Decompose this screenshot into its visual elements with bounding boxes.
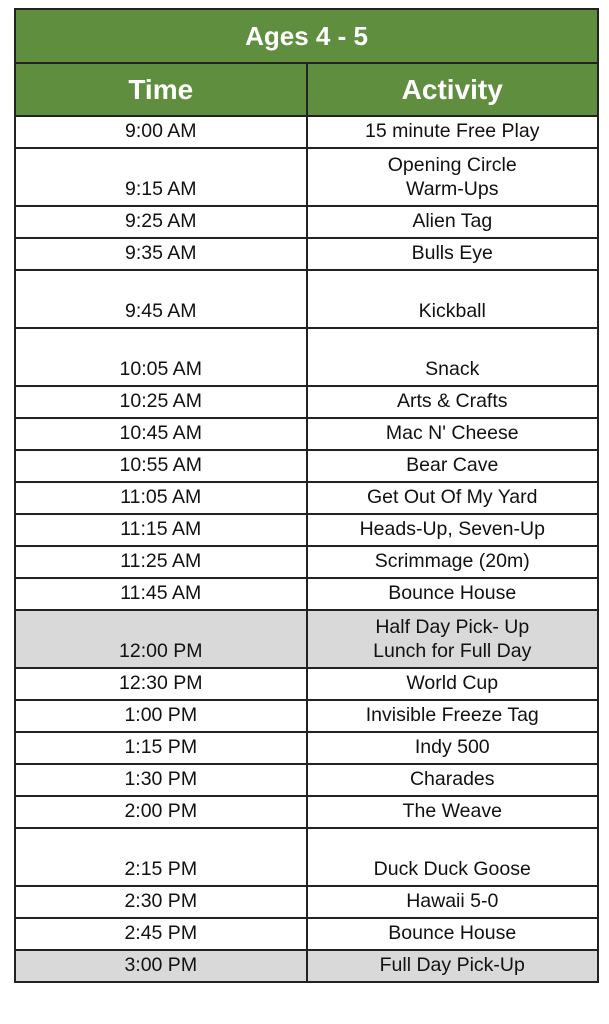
schedule-row bbox=[15, 918, 598, 950]
activity-cell bbox=[307, 732, 599, 764]
activity-cell bbox=[307, 578, 599, 610]
activity-text: Hawaii 5-0 bbox=[406, 890, 499, 912]
activity-cell bbox=[307, 386, 599, 418]
schedule-row bbox=[15, 238, 598, 270]
schedule-container bbox=[14, 8, 599, 983]
schedule-row bbox=[15, 148, 598, 206]
schedule-row bbox=[15, 668, 598, 700]
schedule-row bbox=[15, 796, 598, 828]
schedule-body bbox=[15, 116, 598, 982]
activity-text: Bounce House bbox=[388, 922, 517, 944]
activity-text: Bear Cave bbox=[406, 454, 499, 476]
schedule-row bbox=[15, 578, 598, 610]
schedule-row bbox=[15, 610, 598, 668]
activity-text: World Cup bbox=[406, 672, 499, 694]
activity-text: Snack bbox=[425, 358, 480, 380]
time-cell: 10:25 AM bbox=[15, 386, 307, 418]
time-cell: 9:00 AM bbox=[15, 116, 307, 148]
activity-cell bbox=[307, 610, 599, 668]
schedule-row bbox=[15, 828, 598, 886]
activity-text: Bounce House bbox=[388, 582, 517, 604]
activity-text: The Weave bbox=[402, 800, 502, 822]
activity-cell bbox=[307, 116, 599, 148]
activity-text: Full Day Pick-Up bbox=[379, 954, 525, 976]
time-cell: 10:05 AM bbox=[15, 328, 307, 386]
activity-text: Mac N' Cheese bbox=[385, 422, 519, 444]
time-cell: 2:00 PM bbox=[15, 796, 307, 828]
schedule-row bbox=[15, 764, 598, 796]
activity-cell bbox=[307, 206, 599, 238]
activity-text: Scrimmage (20m) bbox=[374, 550, 530, 572]
time-column-header: Time bbox=[15, 63, 307, 116]
activity-text: Half Day Pick- Up bbox=[375, 616, 530, 638]
schedule-row bbox=[15, 116, 598, 148]
schedule-row bbox=[15, 206, 598, 238]
activity-text: Get Out Of My Yard bbox=[366, 486, 538, 508]
time-cell: 3:00 PM bbox=[15, 950, 307, 982]
time-cell: 2:30 PM bbox=[15, 886, 307, 918]
time-cell: 1:30 PM bbox=[15, 764, 307, 796]
activity-text: Kickball bbox=[418, 300, 486, 322]
schedule-row bbox=[15, 270, 598, 328]
activity-cell bbox=[307, 828, 599, 886]
activity-text: Alien Tag bbox=[412, 210, 493, 232]
activity-cell bbox=[307, 796, 599, 828]
activity-text: Charades bbox=[409, 768, 495, 790]
schedule-row bbox=[15, 386, 598, 418]
time-cell: 12:30 PM bbox=[15, 668, 307, 700]
activity-text: 15 minute Free Play bbox=[364, 120, 540, 142]
activity-cell bbox=[307, 668, 599, 700]
time-cell: 11:05 AM bbox=[15, 482, 307, 514]
schedule-table bbox=[14, 8, 599, 983]
header-row bbox=[15, 63, 598, 116]
activity-text: Heads-Up, Seven-Up bbox=[359, 518, 545, 540]
activity-cell bbox=[307, 918, 599, 950]
time-cell: 1:00 PM bbox=[15, 700, 307, 732]
activity-text: Opening Circle bbox=[387, 154, 517, 176]
schedule-row bbox=[15, 418, 598, 450]
activity-cell bbox=[307, 886, 599, 918]
activity-cell bbox=[307, 482, 599, 514]
activity-text: Arts & Crafts bbox=[396, 390, 508, 412]
schedule-row bbox=[15, 450, 598, 482]
time-cell: 12:00 PM bbox=[15, 610, 307, 668]
time-cell: 11:25 AM bbox=[15, 546, 307, 578]
activity-text: Duck Duck Goose bbox=[373, 858, 531, 880]
activity-cell bbox=[307, 764, 599, 796]
activity-cell bbox=[307, 238, 599, 270]
activity-cell bbox=[307, 270, 599, 328]
schedule-row bbox=[15, 514, 598, 546]
time-cell: 11:45 AM bbox=[15, 578, 307, 610]
time-cell: 10:55 AM bbox=[15, 450, 307, 482]
activity-text: Warm-Ups bbox=[406, 178, 499, 200]
time-cell: 1:15 PM bbox=[15, 732, 307, 764]
activity-text: Invisible Freeze Tag bbox=[365, 704, 539, 726]
activity-cell bbox=[307, 418, 599, 450]
activity-cell bbox=[307, 700, 599, 732]
schedule-row bbox=[15, 700, 598, 732]
time-cell: 9:15 AM bbox=[15, 148, 307, 206]
activity-text: Indy 500 bbox=[414, 736, 490, 758]
activity-cell bbox=[307, 328, 599, 386]
time-cell: 10:45 AM bbox=[15, 418, 307, 450]
schedule-row bbox=[15, 328, 598, 386]
activity-cell bbox=[307, 148, 599, 206]
schedule-row bbox=[15, 886, 598, 918]
time-cell: 9:25 AM bbox=[15, 206, 307, 238]
activity-cell bbox=[307, 546, 599, 578]
schedule-title: Ages 4 - 5 bbox=[15, 9, 598, 63]
schedule-row bbox=[15, 482, 598, 514]
time-cell: 2:45 PM bbox=[15, 918, 307, 950]
activity-text: Lunch for Full Day bbox=[373, 640, 532, 662]
activity-column-header: Activity bbox=[307, 63, 599, 116]
time-cell: 9:35 AM bbox=[15, 238, 307, 270]
activity-cell bbox=[307, 514, 599, 546]
activity-cell bbox=[307, 450, 599, 482]
activity-cell bbox=[307, 950, 599, 982]
time-cell: 9:45 AM bbox=[15, 270, 307, 328]
schedule-row bbox=[15, 732, 598, 764]
title-row bbox=[15, 9, 598, 63]
schedule-row bbox=[15, 950, 598, 982]
schedule-row bbox=[15, 546, 598, 578]
time-cell: 11:15 AM bbox=[15, 514, 307, 546]
activity-text: Bulls Eye bbox=[411, 242, 493, 264]
time-cell: 2:15 PM bbox=[15, 828, 307, 886]
